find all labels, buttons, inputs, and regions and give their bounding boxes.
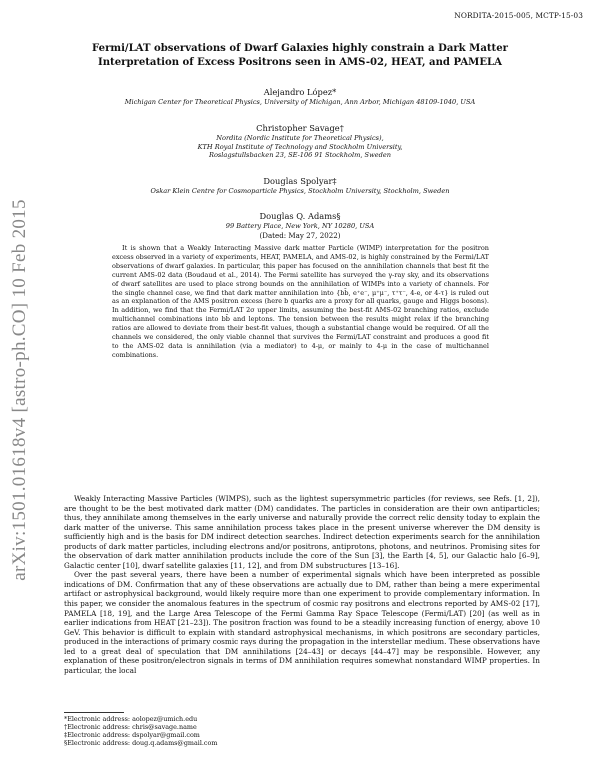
arxiv-id: arXiv:1501.01618v4 [astro-ph.CO] 10 Feb 2015 (9, 199, 30, 581)
title-line: Fermi/LAT observations of Dwarf Galaxies highly constrain a Dark Matter (92, 43, 508, 54)
paper-date: (Dated: May 27, 2022) (259, 231, 341, 240)
footnote: †Electronic address: chris@savage.name (64, 722, 197, 731)
abstract (112, 244, 489, 360)
body-paragraph: Weakly Interacting Massive Particles (WIMPS), such as the lightest supersymmetric particles (for reviews, see Refs. [1, 2]), are thought to be the best motivated dark matter (DM) candidates. The particles in consideration are their own antiparticles; thus, they annihilate among themselves in the early universe and naturally provide the correct relic density today to explain the dark matter of the universe. This same annihilation process takes place in the present universe wherever the DM density is sufficiently high and is the basis for DM indirect detection searches. Indirect detection experiments search for the annihilation products of dark matter particles, including electrons and/or positrons, antiprotons, photons, and neutrinos. Promising sites for the observation of dark matter annihilation products include the core of the Sun [3], the Earth [4, 5], our Galactic halo [6–9], Galactic center [10], dwarf satellite galaxies [11, 12], and from DM substructures [13–16]. (64, 494, 540, 570)
author-name: Alejandro López* (263, 87, 337, 97)
author-affiliation (60, 187, 540, 196)
paper-title (60, 42, 540, 69)
footnote: §Electronic address: doug.q.adams@gmail.com (64, 738, 218, 747)
body-text (64, 494, 540, 675)
affiliation-line: KTH Royal Institute of Technology and Stockholm University, (197, 142, 403, 151)
author-name: Douglas Spolyar‡ (263, 176, 337, 186)
abstract-text: It is shown that a Weakly Interacting Massive dark matter Particle (WIMP) interpretation for the positron excess observed in a variety of experiments, HEAT, PAMELA, and AMS-02, is highly constrained by the Fermi/LAT observations of dwarf galaxies. In particular, this paper has focused on the annihilation channels that best fit the current AMS-02 data (Boudaud et al., 2014). The Fermi satellite has surveyed the γ-ray sky, and its observations of dwarf satellites are used to place strong bounds on the annihilation of WIMPs into a variety of channels. For the single channel case, we find that dark matter annihilation into {bb̄, e⁺e⁻, μ⁺μ⁻, τ⁺τ⁻, 4-e, or 4-τ} is ruled out as an explanation of the AMS positron excess (here b quarks are a proxy for all quarks, gauge and Higgs bosons). In addition, we find that the Fermi/LAT 2σ upper limits, assuming the best-fit AMS-02 branching ratios, exclude multichannel combinations into bb̄ and leptons. The tension between the results might relax if the branching ratios are allowed to deviate from their best-fit values, though a substantial change would be required. Of all the channels we considered, the only viable channel that survives the Fermi/LAT constraint and produces a good fit to the AMS-02 data is annihilation (via a mediator) to 4-μ, or mainly to 4-μ in the case of multichannel combinations. (112, 244, 489, 359)
affiliation-line: Nordita (Nordic Institute for Theoretical Physics), (216, 134, 384, 142)
author-name: Douglas Q. Adams§ (259, 211, 341, 221)
author-name: Christopher Savage† (256, 123, 344, 133)
arxiv-stamp (8, 190, 32, 590)
affiliation-line: 99 Battery Place, New York, NY 10280, USA (225, 222, 375, 230)
body-paragraph: Over the past several years, there have been a number of experimental signals which have been interpreted as possible indications of DM. Confirmation that any of these observations are actually due to DM, rather than being a mere experimental artifact or astrophysical background, would likely require more than one experiment to provide complementary information. In this paper, we consider the anomalous features in the spectrum of cosmic ray positrons and electrons reported by AMS-02 [17], PAMELA [18, 19], and the Large Area Telescope of the Fermi Gamma Ray Space Telescope (Fermi/LAT) [20] (as well as in earlier indications from HEAT [21–23]). The positron fraction was found to be a steadily increasing function of energy, above 10 GeV. This behavior is difficult to explain with standard astrophysical mechanisms, in which positrons are secondary particles, produced in the interactions of primary cosmic rays during the propagation in the interstellar medium. These observations have led to a great deal of speculation that DM annihilations [24–43] or decays [44–47] may be responsible. However, any explanation of these positron/electron signals in terms of DM annihilation requires somewhat nonstandard WIMP properties. In particular, the local (64, 570, 540, 675)
report-number: NORDITA-2015-005, MCTP-15-03 (454, 11, 583, 20)
affiliation-line: Roslagstullsbacken 23, SE-106 91 Stockholm, Sweden (208, 151, 391, 160)
footnotes (64, 716, 217, 748)
footnote: *Electronic address: aolopez@umich.edu (64, 715, 198, 723)
author-affiliation (60, 222, 540, 231)
footnote: ‡Electronic address: dspolyar@gmail.com (64, 730, 200, 739)
affiliation-line: Oskar Klein Centre for Cosmoparticle Physics, Stockholm University, Stockholm, Sweden (150, 187, 450, 195)
author-affiliation (60, 98, 540, 107)
title-line: Interpretation of Excess Positrons seen in AMS-02, HEAT, and PAMELA (98, 56, 502, 68)
footnote-rule (64, 712, 124, 713)
affiliation-line: Michigan Center for Theoretical Physics, University of Michigan, Ann Arbor, Michigan 48109-1040, USA (124, 98, 476, 106)
author-affiliation (60, 134, 540, 160)
